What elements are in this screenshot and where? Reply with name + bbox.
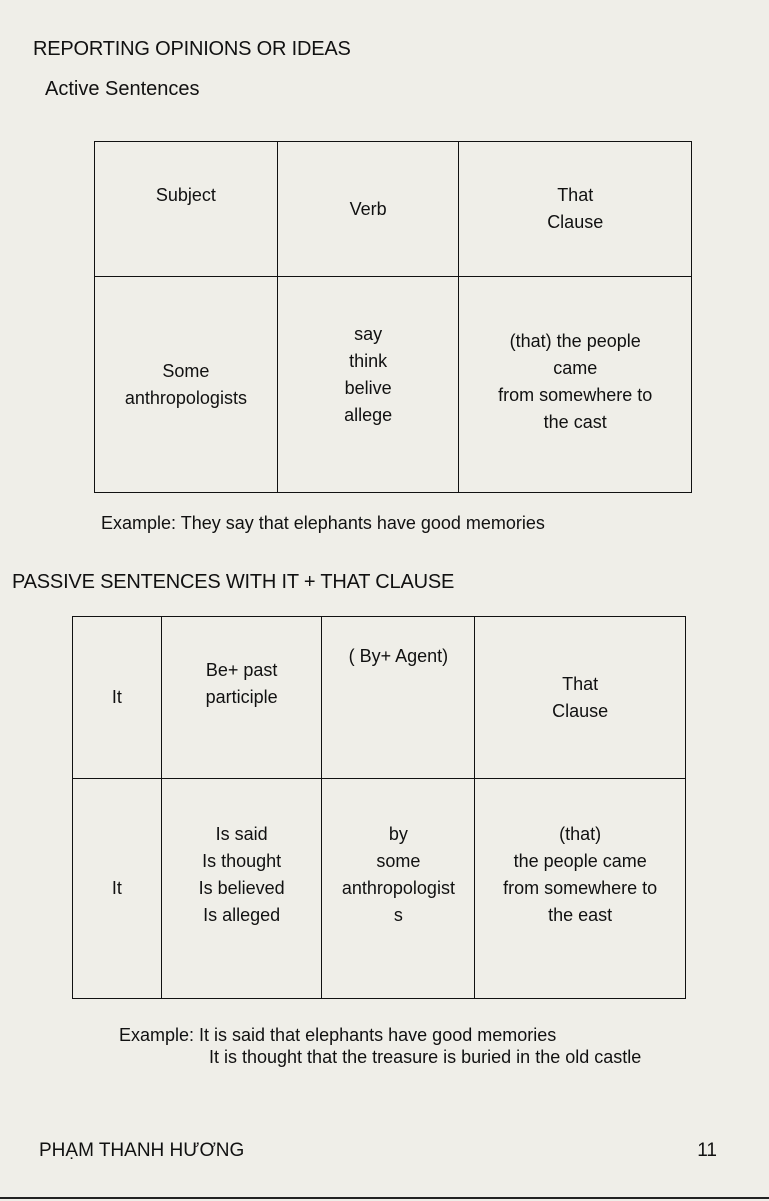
section-title-reporting: REPORTING OPINIONS OR IDEAS [33,38,351,60]
table-row [95,277,692,493]
cell-subject: Some anthropologists [95,277,278,493]
cell-passive-verbs: Is said Is thought Is believed Is alleged [161,779,322,999]
bottom-divider [0,1197,769,1199]
table-header-row [73,617,686,779]
cell-verbs: say think belive allege [277,277,459,493]
cell-that-clause: (that) the people came from somewhere to the cast [459,277,692,493]
footer-author: PHẠM THANH HƯƠNG [39,1140,245,1161]
cell-it: It [73,779,162,999]
example-passive-line2: It is thought that the treasure is buried in the old castle [209,1047,642,1067]
table-header-row [95,142,692,277]
example-passive-line1: Example: It is said that elephants have good memories [119,1025,557,1045]
header-that-clause: That Clause [475,617,686,779]
section-title-passive: PASSIVE SENTENCES WITH IT + THAT CLAUSE [12,571,455,593]
passive-sentences-table [72,616,686,999]
example-passive [119,1024,641,1068]
header-be-past-participle: Be+ past participle [161,617,322,779]
header-it: It [73,617,162,779]
example-active: Example: They say that elephants have good memories [101,513,545,533]
subtitle-active-sentences: Active Sentences [45,78,200,100]
header-subject: Subject [95,142,278,277]
active-sentences-table [94,141,692,493]
cell-agent: by some anthropologist s [322,779,475,999]
table-row [73,779,686,999]
header-by-agent: ( By+ Agent) [322,617,475,779]
cell-that-clause: (that) the people came from somewhere to the east [475,779,686,999]
page-number: 11 [697,1140,717,1161]
header-verb: Verb [277,142,459,277]
header-that-clause: That Clause [459,142,692,277]
